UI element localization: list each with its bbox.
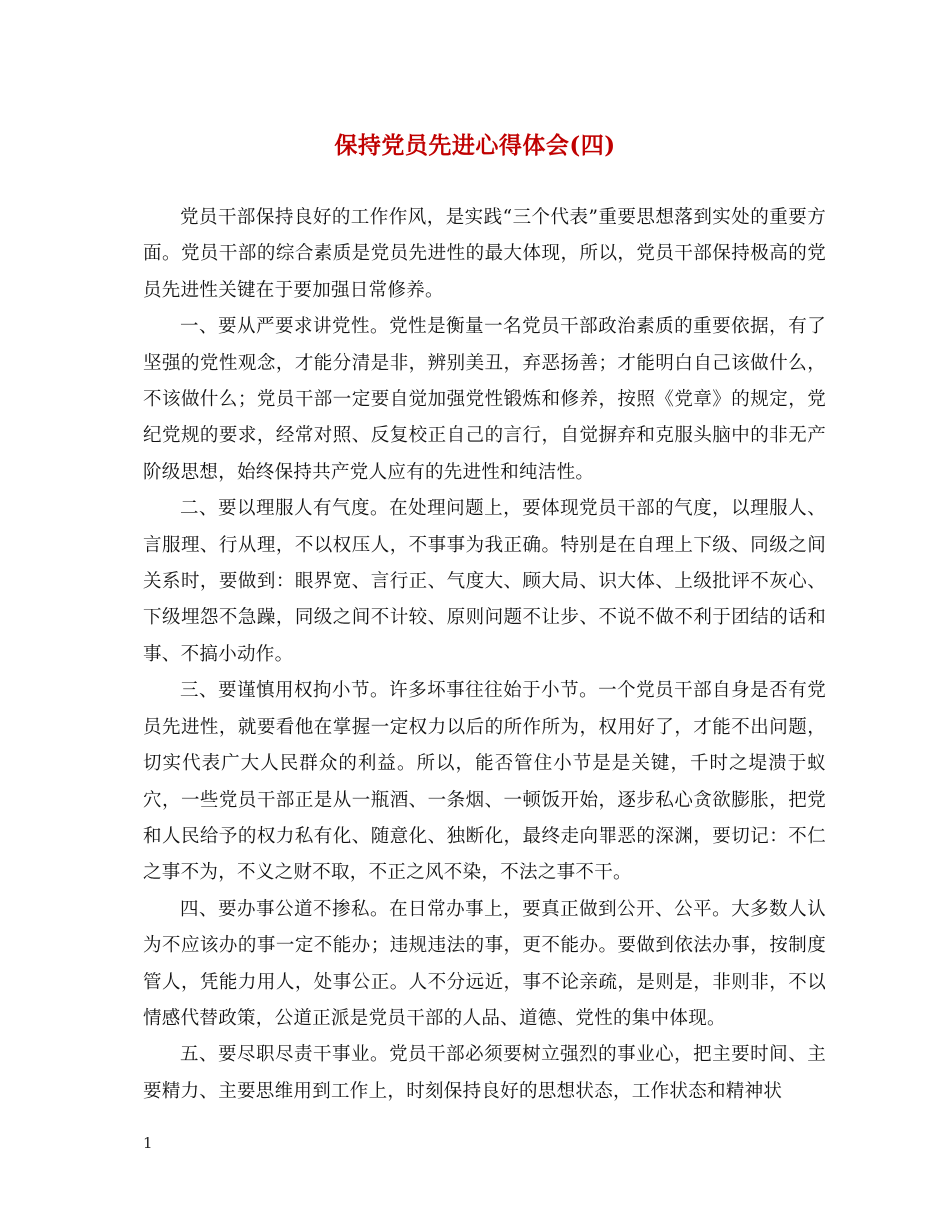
paragraph-point-1: 一、要从严要求讲党性。党性是衡量一名党员干部政治素质的重要依据，有了坚强的党性观念，才能分清是非，辨别美丑，弃恶扬善；才能明白自己该做什么，不该做什么；党员干部一定要自觉加强党性锻炼和修养，按照《党章》的规定，党纪党规的要求，经常对照、反复校正自己的言行，自觉摒弃和克服头脑中的非无产阶级思想，始终保持共产党人应有的先进性和纯洁性。 <box>143 316 826 483</box>
document-title: 保持党员先进心得体会(四) <box>334 132 616 159</box>
page-number: 1 <box>143 1134 153 1152</box>
document-body <box>143 200 826 1110</box>
paragraph-point-2: 二、要以理服人有气度。在处理问题上，要体现党员干部的气度，以理服人、言服理、行从理，不以权压人，不事事为我正确。特别是在自理上下级、同级之间关系时，要做到：眼界宽、言行正、气度大、顾大局、识大体、上级批评不灰心、下级埋怨不急躁，同级之间不计较、原则问题不让步、不说不做不利于团结的话和事、不搞小动作。 <box>143 498 826 665</box>
paragraph-point-5: 五、要尽职尽责干事业。党员干部必须要树立强烈的事业心，把主要时间、主要精力、主要思维用到工作上，时刻保持良好的思想状态，工作状态和精神状 <box>143 1044 826 1102</box>
paragraph-point-3: 三、要谨慎用权拘小节。许多坏事往往始于小节。一个党员干部自身是否有党员先进性，就要看他在掌握一定权力以后的所作所为，权用好了，才能不出问题，切实代表广大人民群众的利益。所以，能否管住小节是是关键，千时之堤溃于蚁穴，一些党员干部正是从一瓶酒、一条烟、一顿饭开始，逐步私心贪欲膨胀，把党和人民给予的权力私有化、随意化、独断化，最终走向罪恶的深渊，要切记：不仁之事不为，不义之财不取，不正之风不染，不法之事不干。 <box>143 680 826 884</box>
paragraph-intro: 党员干部保持良好的工作作风，是实践“三个代表”重要思想落到实处的重要方面。党员干部的综合素质是党员先进性的最大体现，所以，党员干部保持极高的党员先进性关键在于要加强日常修养。 <box>143 207 826 301</box>
paragraph-point-4: 四、要办事公道不掺私。在日常办事上，要真正做到公开、公平。大多数人认为不应该办的事一定不能办；违规违法的事，更不能办。要做到依法办事，按制度管人，凭能力用人，处事公正。人不分远近，事不论亲疏，是则是，非则非，不以情感代替政策，公道正派是党员干部的人品、道德、党性的集中体现。 <box>143 898 826 1029</box>
